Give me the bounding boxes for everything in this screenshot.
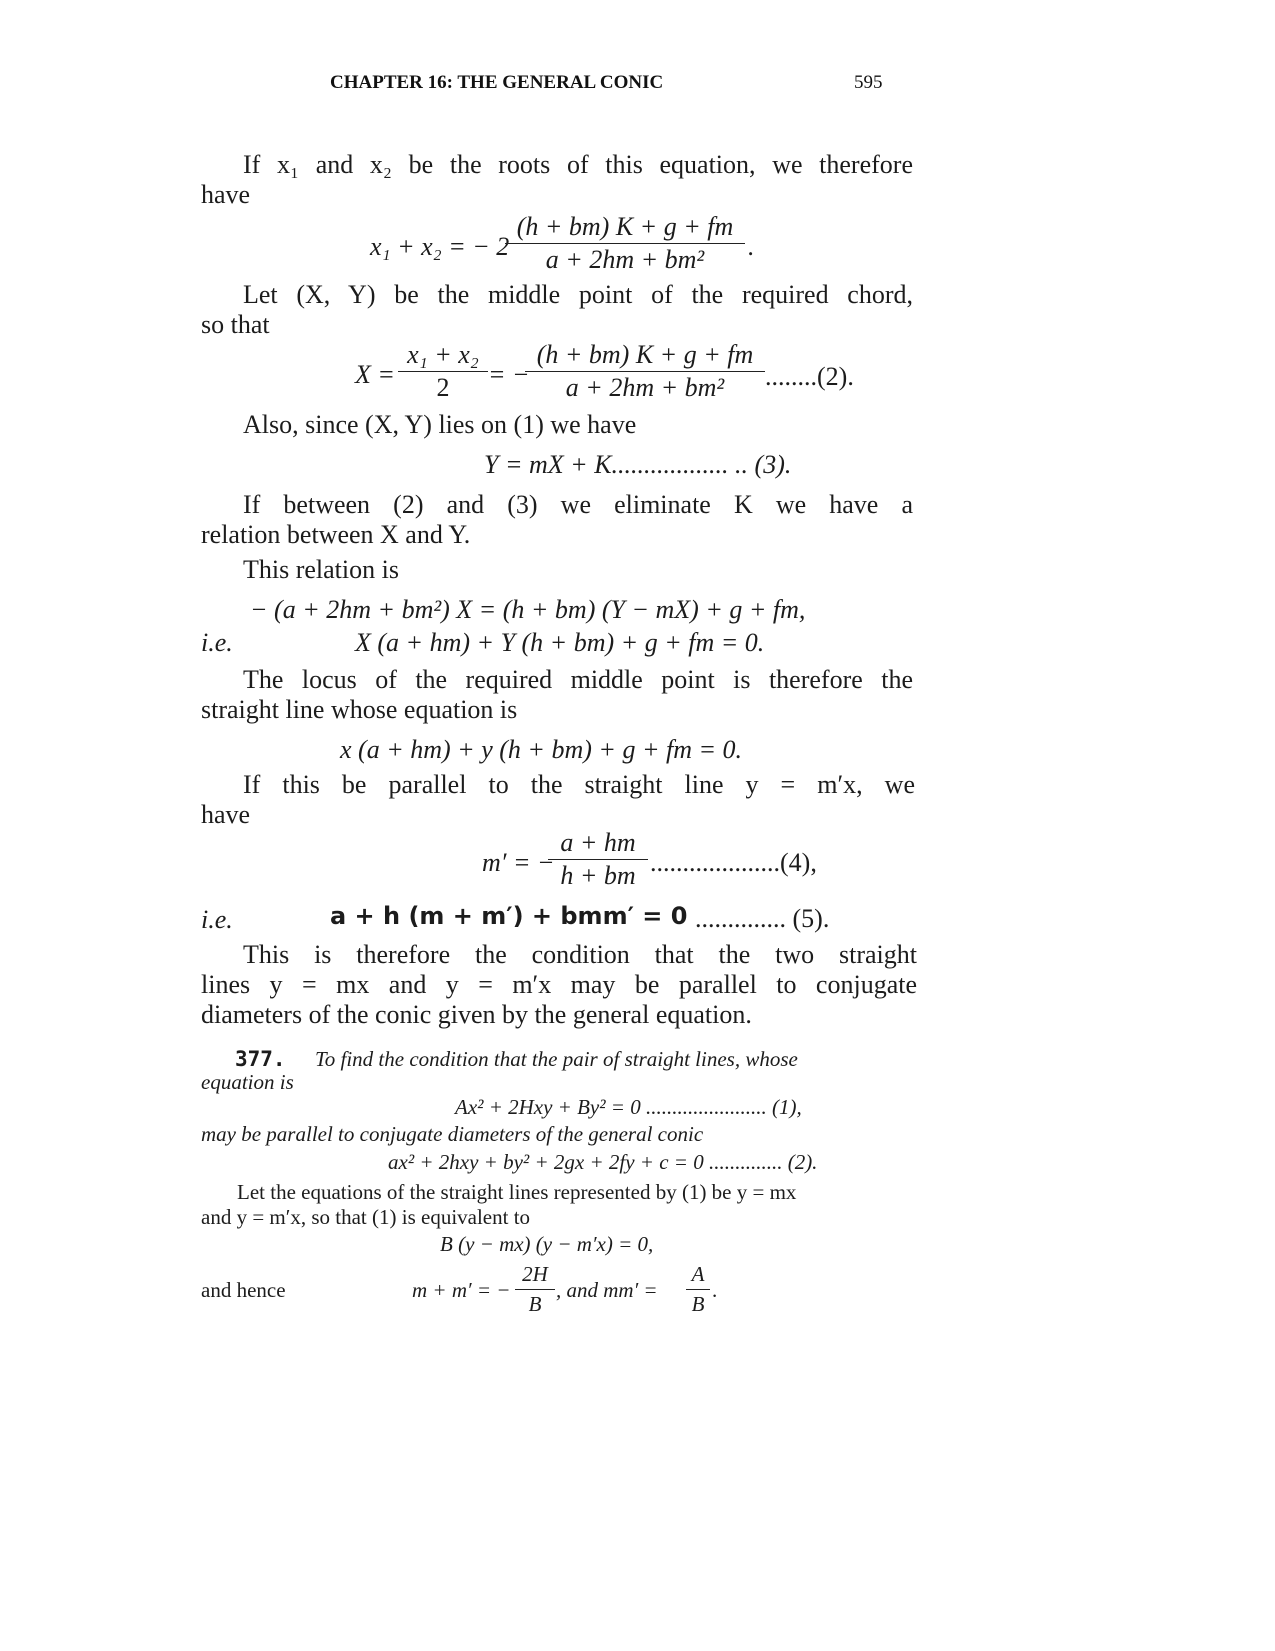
fraction-numerator: A bbox=[691, 1262, 705, 1286]
fraction-numerator: (h + bm) K + g + fm bbox=[516, 212, 734, 241]
paragraph-line: diameters of the conic given by the general equation. bbox=[201, 1000, 752, 1029]
fraction-bar bbox=[515, 1289, 555, 1290]
page-number: 595 bbox=[854, 72, 883, 93]
equation-fraction bbox=[505, 213, 745, 274]
equation-lhs: m′ = − bbox=[482, 848, 555, 877]
equation-operator: , and mm′ = bbox=[556, 1278, 658, 1302]
fraction-denominator: h + bm bbox=[560, 861, 636, 890]
equation: X (a + hm) + Y (h + bm) + g + fm = 0. bbox=[355, 628, 765, 657]
paragraph-line: Also, since (X, Y) lies on (1) we have bbox=[243, 410, 637, 439]
ie-label: i.e. bbox=[201, 628, 233, 657]
paragraph-line: This relation is bbox=[243, 555, 399, 584]
fraction-bar bbox=[398, 371, 488, 372]
equation: B (y − mx) (y − m′x) = 0, bbox=[440, 1232, 654, 1256]
paragraph-line: If between (2) and (3) we eliminate K we have a bbox=[243, 490, 913, 519]
equation: Y = mX + K.................. .. (3). bbox=[484, 450, 792, 479]
equation-fraction bbox=[686, 1262, 710, 1317]
paragraph-line: Let (X, Y) be the middle point of the required chord, bbox=[243, 280, 913, 309]
equation-fraction bbox=[548, 829, 648, 890]
fraction-bar bbox=[548, 859, 648, 860]
article-heading: may be parallel to conjugate diameters of the general conic bbox=[201, 1122, 704, 1146]
equation-fraction bbox=[398, 341, 488, 402]
fraction-denominator: a + 2hm + bm² bbox=[545, 245, 705, 274]
equation-fraction bbox=[525, 341, 765, 402]
fraction-denominator: a + 2hm + bm² bbox=[565, 373, 725, 402]
ie-label: i.e. bbox=[201, 905, 233, 934]
running-header: CHAPTER 16: THE GENERAL CONIC bbox=[330, 72, 664, 93]
fraction-bar bbox=[505, 243, 745, 244]
article-heading: To find the condition that the pair of straight lines, whose bbox=[315, 1047, 798, 1071]
paragraph-line: straight line whose equation is bbox=[201, 695, 518, 724]
equation-fraction bbox=[515, 1262, 555, 1317]
fraction-numerator: a + hm bbox=[560, 828, 636, 857]
equation-lhs: X = bbox=[355, 360, 395, 389]
paragraph-line: so that bbox=[201, 310, 270, 339]
fraction-denominator: B bbox=[528, 1292, 542, 1316]
article-number: 377. bbox=[235, 1047, 286, 1071]
equation: − (a + 2hm + bm²) X = (h + bm) (Y − mX) + g + fm, bbox=[250, 595, 806, 624]
equation-punctuation: . bbox=[748, 232, 755, 261]
equation-tag: .............. (5). bbox=[695, 904, 830, 933]
bold-equation: a + h (m + m′) + bmm′ = 0 bbox=[330, 902, 688, 930]
fraction-numerator: x₁ + x₂ bbox=[407, 340, 479, 369]
article-heading: equation is bbox=[201, 1070, 294, 1094]
paragraph-line: relation between X and Y. bbox=[201, 520, 471, 549]
paragraph-line: have bbox=[201, 180, 251, 209]
paragraph-line: and y = m′x, so that (1) is equivalent to bbox=[201, 1205, 531, 1229]
equation-lhs: x₁ + x₂ = − 2 bbox=[370, 232, 510, 261]
paragraph-line: The locus of the required middle point is therefore the bbox=[243, 665, 913, 694]
equation-lhs: m + m′ = − bbox=[412, 1278, 511, 1302]
paragraph-line: and hence bbox=[201, 1278, 286, 1302]
equation-punctuation: . bbox=[712, 1278, 718, 1302]
fraction-numerator: (h + bm) K + g + fm bbox=[536, 340, 754, 369]
paragraph-line: If this be parallel to the straight line y = m′x, we bbox=[243, 770, 915, 799]
equation-tag: ....................(4), bbox=[650, 848, 817, 877]
fraction-bar bbox=[525, 371, 765, 372]
fraction-numerator: 2H bbox=[522, 1262, 548, 1286]
equation: Ax² + 2Hxy + By² = 0 ....................... (1), bbox=[455, 1095, 802, 1119]
equation: x (a + hm) + y (h + bm) + g + fm = 0. bbox=[340, 735, 743, 764]
fraction-denominator: 2 bbox=[436, 373, 450, 402]
paragraph-line: lines y = mx and y = m′x may be parallel to conjugate bbox=[201, 970, 917, 999]
paragraph-line: This is therefore the condition that the two straight bbox=[243, 940, 917, 969]
equation-tag: ........(2). bbox=[765, 362, 854, 391]
equation-operator: = − bbox=[488, 360, 530, 389]
fraction-denominator: B bbox=[691, 1292, 705, 1316]
fraction-bar bbox=[686, 1289, 710, 1290]
paragraph-line: have bbox=[201, 800, 251, 829]
equation: ax² + 2hxy + by² + 2gx + 2fy + c = 0 .............. (2). bbox=[388, 1150, 818, 1174]
paragraph-line: Let the equations of the straight lines represented by (1) be y = mx bbox=[237, 1180, 797, 1204]
paragraph-line: If x₁ and x₂ be the roots of this equation, we therefore bbox=[243, 150, 913, 179]
